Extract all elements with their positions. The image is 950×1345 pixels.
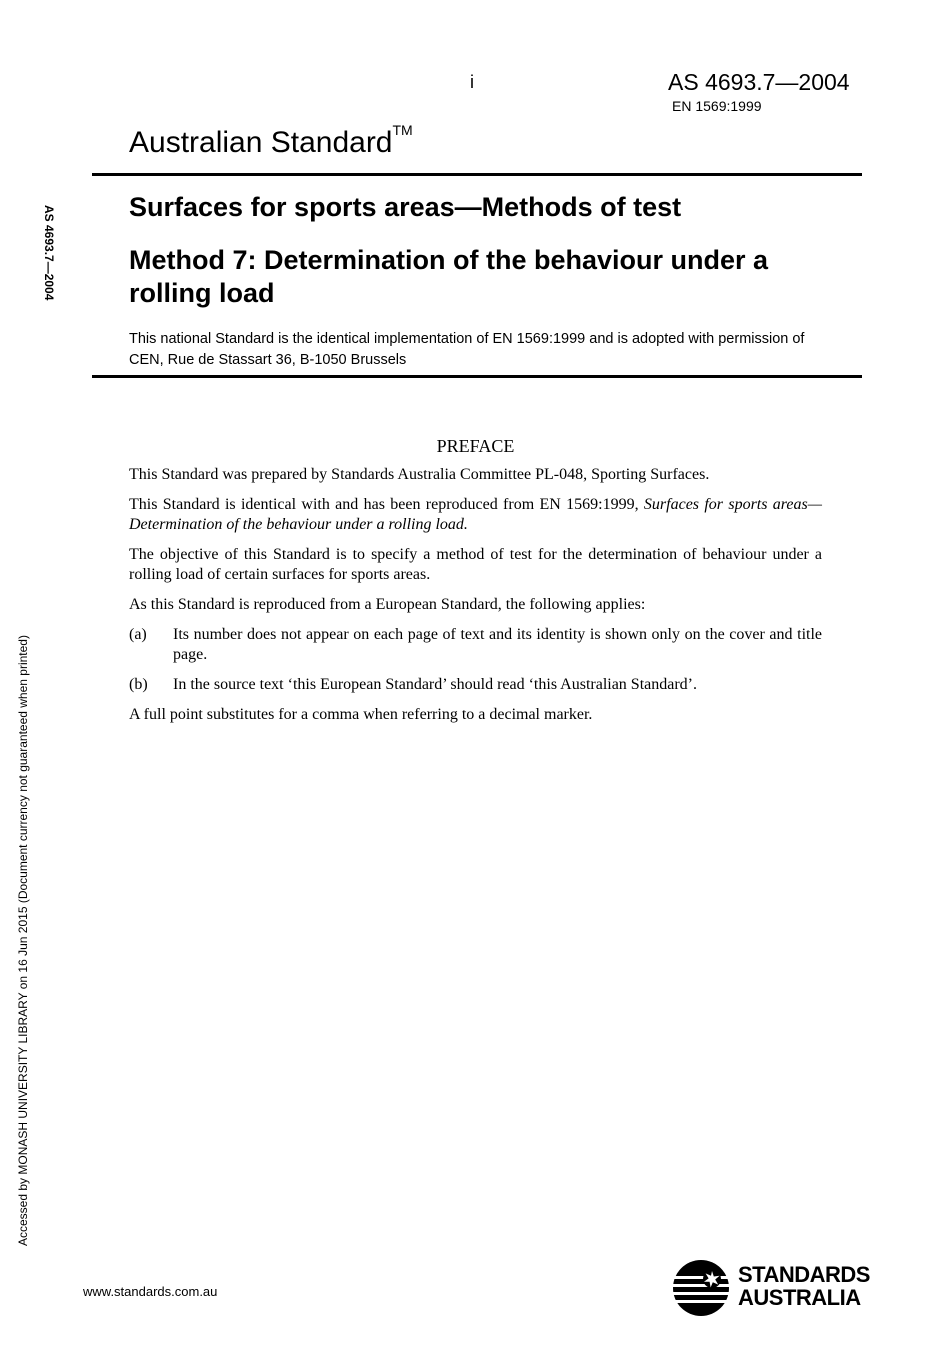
preface-heading: PREFACE bbox=[436, 436, 515, 456]
list-label: (b) bbox=[129, 676, 148, 693]
list-text: Its number does not appear on each page of text and its identity is shown only on the cover and title page. bbox=[173, 626, 822, 663]
en-reference: EN 1569:1999 bbox=[672, 98, 762, 114]
logo-emblem-icon bbox=[672, 1259, 732, 1317]
preface-paragraph: This Standard was prepared by Standards Australia Committee PL-048, Sporting Surfaces. bbox=[129, 466, 710, 483]
header-rule-top bbox=[92, 173, 862, 176]
page-number: i bbox=[470, 72, 474, 92]
preface-paragraph: A full point substitutes for a comma when referring to a decimal marker. bbox=[129, 706, 593, 723]
footer-url[interactable]: www.standards.com.au bbox=[83, 1284, 218, 1299]
logo-line-2: AUSTRALIA bbox=[738, 1285, 861, 1310]
preface-paragraph: The objective of this Standard is to specify a method of test for the determination of behaviour under a rolling load of certain surfaces for sports areas. bbox=[129, 546, 822, 583]
logo-wordmark bbox=[738, 1263, 870, 1309]
source-title: Surfaces for sports areas—Determination of the behaviour under a rolling load. bbox=[129, 496, 822, 533]
list-item bbox=[129, 625, 822, 665]
preface-paragraph bbox=[129, 495, 822, 535]
side-document-code: AS 4693.7—2004 bbox=[42, 205, 56, 301]
trademark-mark: TM bbox=[392, 122, 413, 138]
logo-line-1: STANDARDS bbox=[738, 1262, 870, 1287]
preface-section bbox=[129, 436, 822, 735]
header-rule-bottom bbox=[92, 375, 862, 378]
standards-australia-logo bbox=[672, 1259, 872, 1317]
national-statement: This national Standard is the identical implementation of EN 1569:1999 and is adopted with permission of CEN, Rue de Stassart 36, B-1050 Brussels bbox=[129, 331, 805, 368]
list-text: In the source text ‘this European Standard’ should read ‘this Australian Standard’. bbox=[173, 676, 698, 693]
access-notice: Accessed by MONASH UNIVERSITY LIBRARY on 16 Jun 2015 (Document currency not guaranteed when printed) bbox=[16, 635, 30, 1246]
publisher-title-text: Australian Standard bbox=[129, 126, 393, 159]
publisher-title bbox=[129, 122, 413, 160]
preface-paragraph: As this Standard is reproduced from a European Standard, the following applies: bbox=[129, 596, 646, 613]
list-label: (a) bbox=[129, 626, 147, 643]
document-title: Surfaces for sports areas—Methods of test bbox=[129, 192, 682, 222]
list-item bbox=[129, 675, 822, 695]
document-number: AS 4693.7—2004 bbox=[668, 69, 850, 95]
method-title: Method 7: Determination of the behaviour under a rolling load bbox=[129, 245, 769, 308]
preface-text: This Standard is identical with and has been reproduced from EN 1569:1999, bbox=[129, 496, 644, 513]
